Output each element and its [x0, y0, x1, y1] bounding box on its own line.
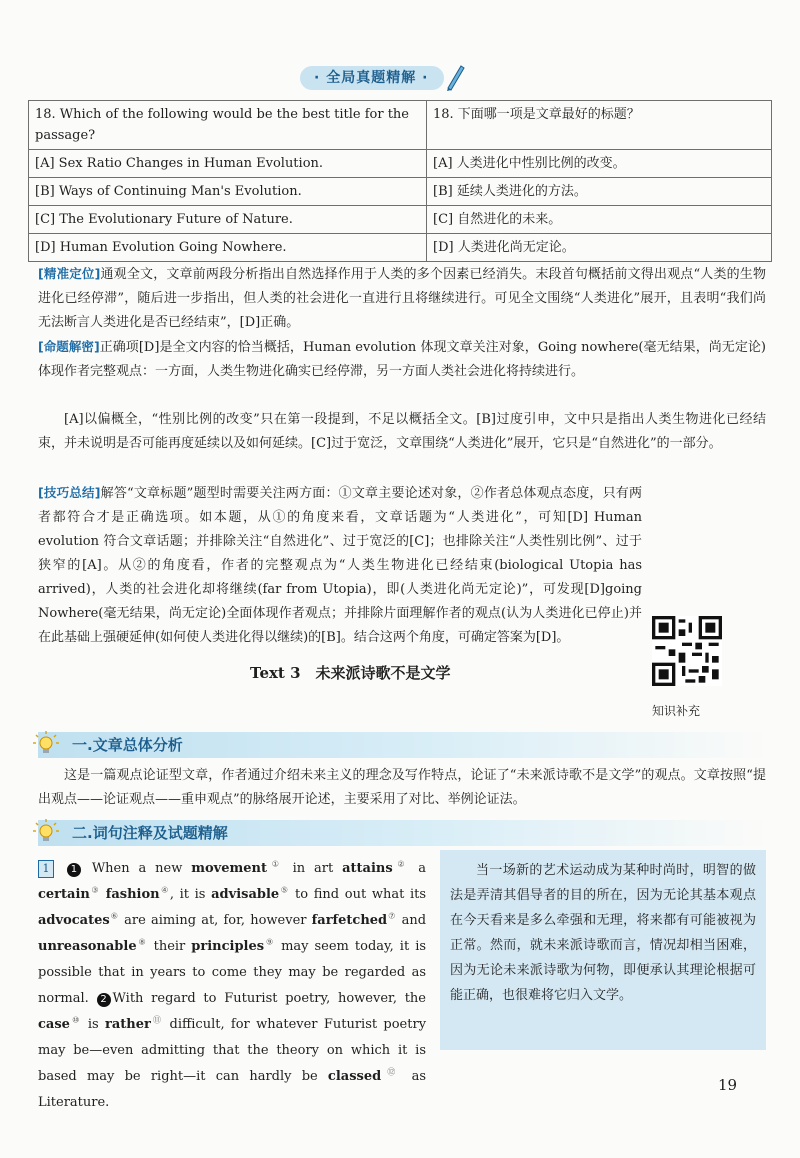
- lightbulb-icon: [32, 818, 60, 846]
- paragraph-number: 1: [38, 860, 54, 878]
- banner-title: · 全局真题精解 ·: [314, 70, 429, 86]
- passage-text: difficult, for whatever Futurist poetry may be—even admitting that the theory on which it is based may be right—it can hardly be: [38, 1017, 427, 1084]
- keyword: case: [38, 1017, 70, 1032]
- note-mark: ⑫: [381, 1067, 402, 1077]
- analysis-text: 正确项[D]是全文内容的恰当概括，Human evolution 体现文章关注对象，Going nowhere(毫无结果，尚无定论)体现作者完整观点：一方面，人类生物进化确实已经停滞，另一方面人类社会进化将持续进行。: [38, 340, 766, 379]
- overview-text: 这是一篇观点论证型文章，作者通过介绍未来主义的理念及写作特点，论证了“未来派诗歌不是文学”的观点。文章按照“提出观点——论证观点——重申观点”的脉络展开论述，主要采用了对比、举例论证法。: [38, 768, 766, 807]
- table-row: [29, 206, 772, 234]
- table-row: [29, 178, 772, 206]
- table-cell-zh: [D] 人类进化尚无定论。: [427, 234, 772, 262]
- note-mark: ⑤: [279, 885, 290, 895]
- section-title: 二.词句注释及试题精解: [72, 824, 228, 842]
- section-banner: [300, 66, 444, 90]
- note-mark: ②: [392, 859, 410, 869]
- table-row: [29, 150, 772, 178]
- passage-text: is: [81, 1017, 105, 1032]
- keyword: farfetched: [311, 913, 388, 928]
- section-title: 一.文章总体分析: [72, 736, 183, 754]
- overview-paragraph: [38, 764, 766, 812]
- passage-text: may seem today, it is possible that in years to come they may be regarded as normal.: [38, 939, 427, 1006]
- analysis-paragraph: [38, 408, 766, 456]
- analysis-tag: [精准定位]: [38, 266, 101, 281]
- passage-text: their: [147, 939, 192, 954]
- table-cell-zh: [B] 延续人类进化的方法。: [427, 178, 772, 206]
- qr-code-icon[interactable]: [652, 616, 722, 686]
- translation-text: 当一场新的艺术运动成为某种时尚时，明智的做法是弄清其倡导者的目的所在，因为无论其基本观点在今天看来是多么牵强和无理，将来都有可能被视为正常。然而，就未来派诗歌而言，情况却相当困难，因为无论未来派诗歌为何物，即便承认其理论根据可能正确，也很难将它归入文学。: [450, 863, 756, 1003]
- table-cell-en: [D] Human Evolution Going Nowhere.: [29, 234, 427, 262]
- note-mark: ⑥: [109, 911, 119, 921]
- table-row: [29, 101, 772, 150]
- passage-text: to find out what its: [289, 887, 427, 902]
- note-mark: ⑪: [150, 1015, 164, 1025]
- table-cell-en: [A] Sex Ratio Changes in Human Evolution.: [29, 150, 427, 178]
- passage-translation: [440, 850, 766, 1050]
- passage-text: and: [396, 913, 427, 928]
- analysis-text: 通观全文，文章前两段分析指出自然选择作用于人类的多个因素已经消失。末段首句概括前文得出观点“人类的生物进化已经停滞”，随后进一步指出，但人类的社会进化一直进行且将继续进行。可见全文围绕“人类进化”展开，且表明“我们尚无法断言人类进化是否已经结束”，[D]正确。: [38, 267, 766, 330]
- keyword: classed: [327, 1069, 382, 1084]
- keyword: rather: [104, 1017, 151, 1032]
- passage-text: , it is: [169, 887, 212, 902]
- page-number: 19: [718, 1076, 738, 1094]
- note-mark: ⑧: [136, 937, 148, 947]
- passage-text: With regard to Futurist poetry, however, the: [112, 991, 426, 1006]
- section-header-notes: [38, 820, 766, 846]
- keyword: certain: [38, 887, 90, 902]
- table-cell-zh: [A] 人类进化中性别比例的改变。: [427, 150, 772, 178]
- passage-english: [38, 856, 426, 1116]
- passage-text: as Literature.: [38, 1069, 426, 1110]
- analysis-paragraph: [38, 262, 766, 335]
- analysis-tag: [命题解密]: [38, 339, 100, 354]
- keyword: attains: [342, 861, 393, 876]
- table-cell-en: [B] Ways of Continuing Man's Evolution.: [29, 178, 427, 206]
- analysis-paragraph: [38, 335, 766, 384]
- passage-text: in art: [283, 861, 343, 876]
- passage-text: When a new: [91, 861, 192, 876]
- note-mark: ③: [89, 885, 101, 895]
- analysis-text: [A]以偏概全，“性别比例的改变”只在第一段提到，不足以概括全文。[B]过度引申，文中只是指出人类生物进化已经结束，并未说明是否可能再度延续以及如何延续。[C]过于宽泛，文章围绕“人类进化”展开，它只是“自然进化”的一部分。: [38, 412, 766, 451]
- table-cell-en: 18. Which of the following would be the best title for the passage?: [29, 101, 427, 150]
- keyword: unreasonable: [38, 939, 137, 954]
- section-header-overview: [38, 732, 766, 758]
- passage-text: a: [409, 861, 427, 876]
- keyword: movement: [191, 861, 267, 876]
- note-mark: ⑦: [387, 911, 397, 921]
- analysis-text: 解答“文章标题”题型时需要关注两方面：①文章主要论述对象，②作者总体观点态度，只有两者都符合才是正确选项。如本题，从①的角度来看，文章话题为“人类进化”，可知[D] Human evolution 符合文章话题；并排除关注“自然进化”、过于宽泛的[C]；也排除关注“人类性别比例”、过于狭窄的[A]。从②的角度看，作者的完整观点为“人类生物进化已经结束(biological Utopia has arrived)，人类的社会进化却将继续(far from Utopia)，即(人类进化尚无定论)”，可发现[D]going Nowhere(毫无结果，尚无定论)全面体现作者观点；并排除片面理解作者的观点(认为人类进化已停止)并在此基础上强硬延伸(如何使人类进化得以继续)的[B]。结合这两个角度，可确定答案为[D]。: [38, 486, 642, 645]
- note-mark: ④: [159, 885, 170, 895]
- question-table: [28, 100, 772, 262]
- qr-label: 知识补充: [652, 704, 701, 718]
- sentence-number: 2: [97, 993, 111, 1007]
- pen-icon: [444, 62, 466, 92]
- analysis-tag: [技巧总结]: [38, 485, 101, 500]
- note-mark: ⑨: [264, 937, 276, 947]
- table-cell-zh: 18. 下面哪一项是文章最好的标题？: [427, 101, 772, 150]
- note-mark: ⑩: [69, 1015, 82, 1025]
- keyword: principles: [191, 939, 265, 954]
- note-mark: ①: [266, 859, 284, 869]
- keyword: advisable: [211, 887, 280, 902]
- passage-text: are aiming at, for, however: [118, 913, 312, 928]
- keyword: advocates: [38, 913, 110, 928]
- text3-title: Text 3 未来派诗歌不是文学: [250, 664, 451, 682]
- keyword: fashion: [105, 887, 160, 902]
- sentence-number: 1: [67, 863, 81, 877]
- analysis-paragraph: [38, 481, 642, 650]
- table-cell-zh: [C] 自然进化的未来。: [427, 206, 772, 234]
- table-cell-en: [C] The Evolutionary Future of Nature.: [29, 206, 427, 234]
- lightbulb-icon: [32, 730, 60, 758]
- table-row: [29, 234, 772, 262]
